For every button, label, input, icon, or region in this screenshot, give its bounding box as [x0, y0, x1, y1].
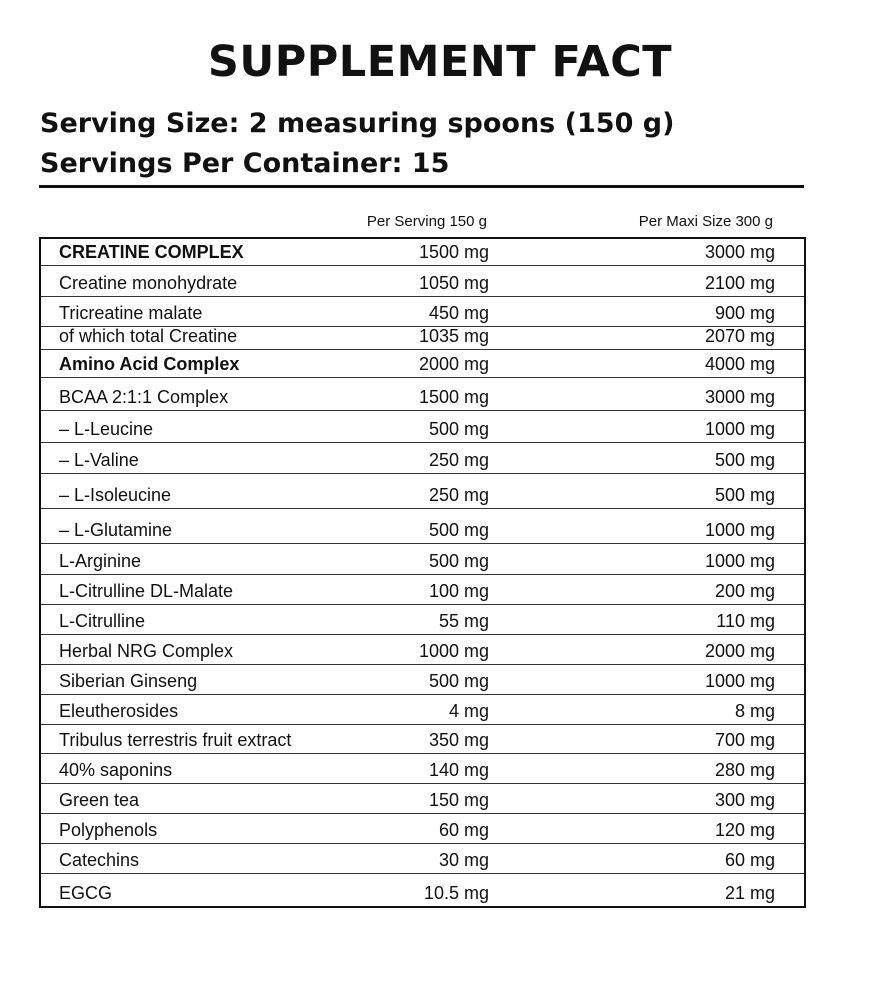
- amount-per-serving: 500 mg: [428, 419, 489, 439]
- amount-per-maxi: 120 mg: [714, 820, 775, 840]
- amount-per-serving: 500 mg: [428, 520, 489, 540]
- amount-per-serving: 500 mg: [428, 671, 489, 691]
- amount-per-maxi: 4000 mg: [704, 354, 775, 374]
- ingredient-name: Tricreatine malate: [59, 303, 203, 323]
- amount-per-serving: 55 mg: [438, 611, 489, 631]
- ingredient-name: Herbal NRG Complex: [59, 641, 234, 661]
- ingredient-name: 40% saponins: [59, 760, 173, 780]
- serving-size: Serving Size: 2 measuring spoons (150 g): [40, 108, 675, 139]
- ingredient-name: Tribulus terrestris fruit extract: [59, 730, 292, 750]
- ingredient-name: Siberian Ginseng: [59, 671, 198, 691]
- ingredient-name: CREATINE COMPLEX: [59, 242, 244, 262]
- amount-per-maxi: 2000 mg: [704, 641, 775, 661]
- amount-per-serving: 60 mg: [438, 820, 489, 840]
- amount-per-maxi: 110 mg: [716, 611, 775, 631]
- ingredient-name: L-Citrulline DL-Malate: [59, 581, 234, 601]
- amount-per-maxi: 2070 mg: [704, 326, 775, 346]
- ingredient-name: – L-Valine: [59, 450, 139, 470]
- table-row: [41, 575, 804, 605]
- ingredient-name: L-Citrulline: [59, 611, 146, 631]
- ingredient-name: – L-Leucine: [59, 419, 154, 439]
- table-row: [41, 350, 804, 378]
- ingredient-name: L-Arginine: [59, 551, 142, 571]
- table-row: [41, 605, 804, 635]
- table-row: [41, 239, 804, 266]
- ingredient-name: Eleutherosides: [59, 701, 179, 721]
- amount-per-maxi: 200 mg: [714, 581, 775, 601]
- table-row: [41, 297, 804, 327]
- amount-per-serving: 2000 mg: [418, 354, 489, 374]
- amount-per-serving: 500 mg: [428, 551, 489, 571]
- amount-per-serving: 150 mg: [428, 790, 489, 810]
- amount-per-serving: 100 mg: [428, 581, 489, 601]
- amount-per-maxi: 2100 mg: [704, 273, 775, 293]
- amount-per-serving: 250 mg: [428, 450, 489, 470]
- table-row: [41, 635, 804, 665]
- table-row: [41, 814, 804, 844]
- amount-per-maxi: 500 mg: [714, 485, 775, 505]
- amount-per-maxi: 300 mg: [714, 790, 775, 810]
- amount-per-maxi: 900 mg: [714, 303, 775, 323]
- column-header-per-serving: Per Serving 150 g: [366, 213, 487, 230]
- table-row: [41, 725, 804, 754]
- amount-per-serving: 1035 mg: [418, 326, 489, 346]
- amount-per-serving: 1050 mg: [418, 273, 489, 293]
- table-row: [41, 874, 804, 906]
- table-row: [41, 266, 804, 297]
- amount-per-serving: 10.5 mg: [423, 883, 489, 903]
- amount-per-maxi: 1000 mg: [704, 520, 775, 540]
- table-row: [41, 784, 804, 814]
- column-header-per-maxi: Per Maxi Size 300 g: [638, 213, 773, 230]
- amount-per-serving: 450 mg: [428, 303, 489, 323]
- amount-per-serving: 140 mg: [428, 760, 489, 780]
- ingredient-name: EGCG: [59, 883, 113, 903]
- amount-per-maxi: 3000 mg: [704, 242, 775, 262]
- page-title: SUPPLEMENT FACT: [207, 37, 673, 87]
- amount-per-serving: 350 mg: [428, 730, 489, 750]
- table-row: [41, 509, 804, 544]
- supplement-table: [39, 237, 806, 908]
- amount-per-serving: 1500 mg: [418, 387, 489, 407]
- servings-per-container: Servings Per Container: 15: [40, 148, 450, 179]
- table-row: [41, 378, 804, 411]
- ingredient-name: Polyphenols: [59, 820, 158, 840]
- table-row: [41, 544, 804, 575]
- amount-per-maxi: 700 mg: [714, 730, 775, 750]
- amount-per-maxi: 1000 mg: [704, 671, 775, 691]
- amount-per-serving: 1500 mg: [418, 242, 489, 262]
- table-row: [41, 665, 804, 695]
- amount-per-maxi: 280 mg: [714, 760, 775, 780]
- amount-per-serving: 1000 mg: [418, 641, 489, 661]
- ingredient-name: – L-Isoleucine: [59, 485, 172, 505]
- table-row: [41, 443, 804, 474]
- amount-per-maxi: 21 mg: [724, 883, 775, 903]
- ingredient-name: of which total Creatine: [59, 326, 238, 346]
- table-row: [41, 754, 804, 784]
- ingredient-name: Catechins: [59, 850, 140, 870]
- table-row: [41, 695, 804, 725]
- ingredient-name: BCAA 2:1:1 Complex: [59, 387, 229, 407]
- header-divider: [39, 185, 804, 188]
- ingredient-name: Creatine monohydrate: [59, 273, 238, 293]
- amount-per-serving: 4 mg: [448, 701, 489, 721]
- amount-per-maxi: 3000 mg: [704, 387, 775, 407]
- amount-per-maxi: 1000 mg: [704, 419, 775, 439]
- table-row: [41, 844, 804, 874]
- table-row: [41, 411, 804, 443]
- ingredient-name: Green tea: [59, 790, 140, 810]
- amount-per-maxi: 500 mg: [714, 450, 775, 470]
- amount-per-maxi: 60 mg: [724, 850, 775, 870]
- amount-per-serving: 30 mg: [438, 850, 489, 870]
- amount-per-maxi: 8 mg: [734, 701, 775, 721]
- ingredient-name: – L-Glutamine: [59, 520, 173, 540]
- table-row: [41, 327, 804, 350]
- amount-per-serving: 250 mg: [428, 485, 489, 505]
- table-row: [41, 474, 804, 509]
- amount-per-maxi: 1000 mg: [704, 551, 775, 571]
- ingredient-name: Amino Acid Complex: [59, 354, 240, 374]
